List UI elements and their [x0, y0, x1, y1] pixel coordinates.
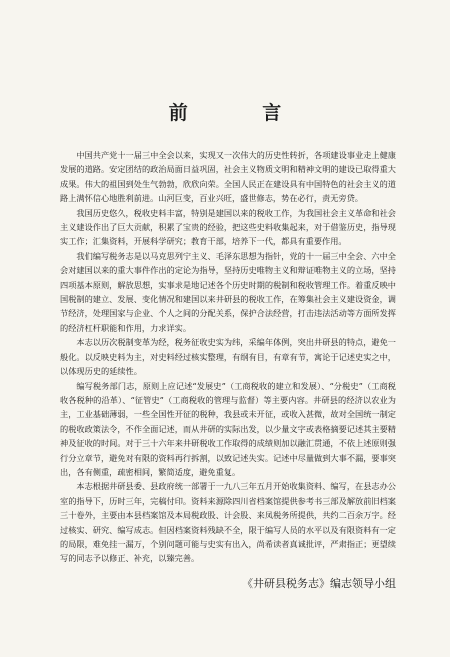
- preface-body: [60, 148, 396, 566]
- paragraph: 我们编写税务志是以马克思列宁主义、毛泽东思想为指针，党的十一届三中全会、六中全会对建国以来的重大事件作出的定论为指导，坚持历史唯物主义和辩证唯物主义的立场，坚持四项基本原则，解放思想，实事求是地记述各个历史时期的税制和税收管理工作。着重反映中国税制的建立、发展、变化情况和建国以来井研县的税收工作，在筹集社会主义建设资金，调节经济，处理国家与企业、个人之间的分配关系，保护合法经营，打击违法活动等方面所发挥的经济杠杆职能和作用，力求详实。: [60, 250, 396, 333]
- paragraph: 本志以历次税制变革为经，税务征收史实为纬，采编年体例，突出井研县的特点，避免一般化。以反映史料为主，对史料经过核实整理，有纲有目，有章有节，寓论于记述史实之中，以体现历史的延续性。: [60, 337, 396, 377]
- signature: 《井研县税务志》编志领导小组: [242, 577, 396, 590]
- paragraph: 我国历史悠久，税收史料丰富，特别是建国以来的税收工作，为我国社会主义革命和社会主义建设作出了巨大贡献，积累了宝贵的经验，把这些史料收集起来，对于借鉴历史，指导现实工作；汇集资料，开展科学研究；教育干部，培养下一代，都具有重要作用。: [60, 207, 396, 247]
- paragraph: 编写税务部门志，原则上应记述“发展史”（工商税收的建立和发展）、“分税史”（工商税收各税种的沿革）、“征管史”（工商税收的管理与监督）等主要内容。井研县的经济以农业为主，工业基础薄弱，一些全国性开征的税种，我县或未开征，或收入甚微，故对全国统一制定的税收政策法令，不作全面记述，而从井研的实际出发，以少量文字或表格摘要记述其主要精神及征收的时间。对于三十六年来井研税收工作取得的成绩则加以融汇贯通，不依上述原则强行分立章节，避免对有限的资料再行拆割，以致记述失实。记述中尽量做到大事不漏，要事突出，各有侧重，疏密相间，繁简适度，避免重复。: [60, 380, 396, 477]
- paragraph: 中国共产党十一届三中全会以来，实现又一次伟大的历史性转折，各项建设事业走上健康发展的道路。安定团结的政治局面日益巩固，社会主义物质文明和精神文明的建设已取得重大成果。伟大的祖国到处生气勃勃，欣欣向荣。全国人民正在建设具有中国特色的社会主义的道路上满怀信心地胜利前进。山河巨变，百业兴旺，盛世修志，势在必行，责无旁贷。: [60, 150, 396, 204]
- paragraph: 本志根据井研县委、县政府统一部署于一九八三年五月开始收集资料、编写，在县志办公室的指导下，历时三年，完稿付印。资料来源除四川省档案馆提供参考书三部及解放前旧档案三十卷外，主要由本县档案馆及本局税政股、计会股、来凤税务所提供，共约二百余万字。经过核实、研究、编写成志。但因档案资料残缺不全，限于编写人员的水平以及有限资料有一定的局限，难免挂一漏万，个别问题可能与史实有出入，尚希读者真诚批评，严肃指正；更望续写的同志予以修正、补充，以臻完善。: [60, 481, 396, 564]
- page-title: 前 言: [168, 102, 316, 124]
